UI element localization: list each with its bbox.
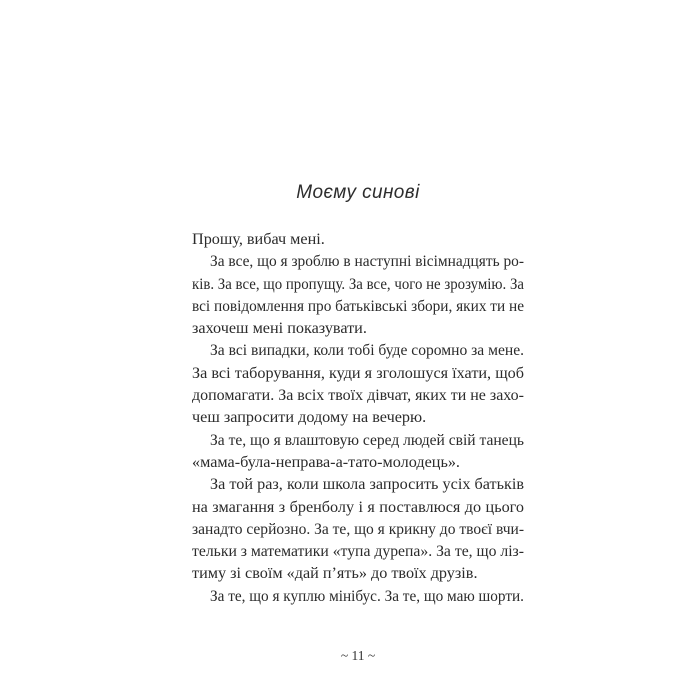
text-line xyxy=(192,496,524,518)
paragraph xyxy=(192,228,524,250)
text-line-content: всі повідомлення про батьківські збори, яких ти не xyxy=(192,296,524,315)
text-line-content: ків. За все, що пропущу. За все, чого не зрозумію. За xyxy=(192,274,524,293)
text-line xyxy=(192,273,524,295)
text-line xyxy=(192,339,524,361)
text-line-content: За всі випадки, коли тобі буде соромно за мене. xyxy=(210,341,524,360)
text-line xyxy=(192,295,524,317)
page-number: ~ 11 ~ xyxy=(340,648,376,663)
paragraph xyxy=(192,429,524,474)
text-line xyxy=(192,562,524,584)
text-line-content: захочеш мені показувати. xyxy=(192,319,367,338)
paragraph xyxy=(192,339,524,428)
text-line-content: тиму зі своїм «дай п’ять» до твоїх друзів. xyxy=(192,564,478,583)
text-line-content: чеш запросити додому на вечерю. xyxy=(192,408,427,427)
text-line-content: тельки з математики «тупа дурепа». За те, що ліз- xyxy=(192,542,524,561)
text-line xyxy=(192,250,524,272)
text-line-content: За те, що я куплю мінібус. За те, що маю шорти. xyxy=(210,586,524,605)
page-content xyxy=(192,183,524,607)
text-line-content: допомагати. За всіх твоїх дівчат, яких ти не захо- xyxy=(192,386,524,405)
text-line xyxy=(192,451,524,473)
text-line xyxy=(192,518,524,540)
text-line xyxy=(192,585,524,607)
body-text xyxy=(192,228,524,607)
text-line xyxy=(192,384,524,406)
paragraph xyxy=(192,250,524,339)
text-line xyxy=(192,317,524,339)
text-line xyxy=(192,540,524,562)
text-line-content: Прошу, вибач мені. xyxy=(192,230,325,248)
text-line xyxy=(192,362,524,384)
paragraph xyxy=(192,585,524,607)
text-line xyxy=(192,228,524,250)
text-line xyxy=(192,429,524,451)
text-line-content: на змагання з бренболу і я поставлюся до цього xyxy=(192,497,524,516)
text-line-content: За той раз, коли школа запросить усіх батьків xyxy=(210,475,524,494)
dedication-title: Моєму синові xyxy=(296,182,420,203)
paragraph xyxy=(192,473,524,584)
text-line-content: «мама-була-неправа-а-тато-молодець». xyxy=(192,452,460,471)
text-line-content: За все, що я зроблю в наступні вісімнадцять ро- xyxy=(210,252,524,271)
text-line xyxy=(192,406,524,428)
text-line-content: занадто серйозно. За те, що я крикну до твоєї вчи- xyxy=(192,519,524,538)
text-line-content: За всі таборування, куди я зголошуся їхати, щоб xyxy=(192,363,524,382)
text-line-content: За те, що я влаштовую серед людей свій танець xyxy=(210,430,524,449)
text-line xyxy=(192,473,524,495)
